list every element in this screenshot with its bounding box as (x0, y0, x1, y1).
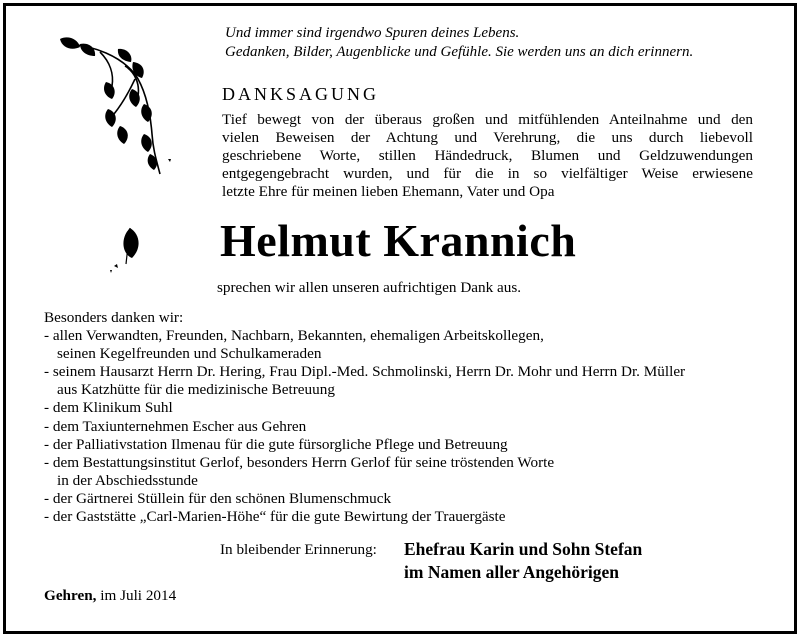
memorial-quote (225, 24, 693, 62)
signatory-line: im Namen aller Angehörigen (404, 562, 620, 582)
intro-line: letzte Ehre für meinen lieben Ehemann, Vater und Opa (222, 183, 555, 200)
list-item: - dem Bestattungsinstitut Gerlof, besonders Herrn Gerlof für seine tröstenden Worte (44, 453, 555, 471)
list-item: aus Katzhütte für die medizinische Betreuung (57, 381, 335, 399)
list-item: - dem Taxiunternehmen Escher aus Gehren (44, 417, 307, 435)
intro-line: entgegengebracht wurden, und für die in so vielfältiger Weise erwiesene (222, 165, 753, 182)
leafy-branch-icon (40, 34, 190, 184)
quote-line: Gedanken, Bilder, Augenblicke und Gefühle. Sie werden uns an dich erinnern. (225, 44, 694, 60)
intro-line: geschriebene Worte, stillen Händedruck, Blumen und Geldzuwendungen (222, 147, 753, 164)
falling-leaf-icon (108, 226, 148, 276)
place-town: Gehren, (44, 587, 97, 604)
memory-label: In bleibender Erinnerung: (220, 541, 377, 558)
special-thanks-heading: Besonders danken wir: (44, 309, 184, 326)
list-item: - dem Klinikum Suhl (44, 399, 173, 417)
list-item: - allen Verwandten, Freunden, Nachbarn, Bekannten, ehemaligen Arbeitskollegen, (44, 327, 544, 345)
list-item: - der Gärtnerei Stüllein für den schönen Blumenschmuck (44, 489, 392, 507)
quote-line: Und immer sind irgendwo Spuren deines Lebens. (225, 25, 520, 41)
deceased-name: Helmut Krannich (220, 215, 577, 266)
list-item: seinen Kegelfreunden und Schulkameraden (57, 345, 322, 363)
intro-paragraph (222, 111, 753, 201)
list-item: - der Palliativstation Ilmenau für die gute fürsorgliche Pflege und Betreuung (44, 435, 508, 453)
intro-line: vielen Beweisen der Achtung und Verehrung, die uns durch liebevoll (222, 129, 753, 146)
special-thanks (44, 309, 685, 526)
list-item: - seinem Hausarzt Herrn Dr. Hering, Frau Dipl.-Med. Schmolinski, Herrn Dr. Mohr und Herrn Dr. Müller (44, 363, 686, 381)
page-title: DANKSAGUNG (222, 84, 380, 104)
list-item: - der Gaststätte „Carl-Marien-Höhe“ für die gute Bewirtung der Trauergäste (44, 508, 506, 526)
place-date-text: im Juli 2014 (100, 587, 177, 604)
memory-signatories (404, 538, 642, 584)
signatory-line: Ehefrau Karin und Sohn Stefan (404, 539, 643, 559)
intro-line: Tief bewegt von der überaus großen und mitfühlenden Anteilnahme und den (222, 111, 753, 128)
place-date (44, 587, 176, 605)
thanks-line: sprechen wir allen unseren aufrichtigen Dank aus. (217, 279, 522, 296)
list-item: in der Abschiedsstunde (57, 471, 198, 489)
